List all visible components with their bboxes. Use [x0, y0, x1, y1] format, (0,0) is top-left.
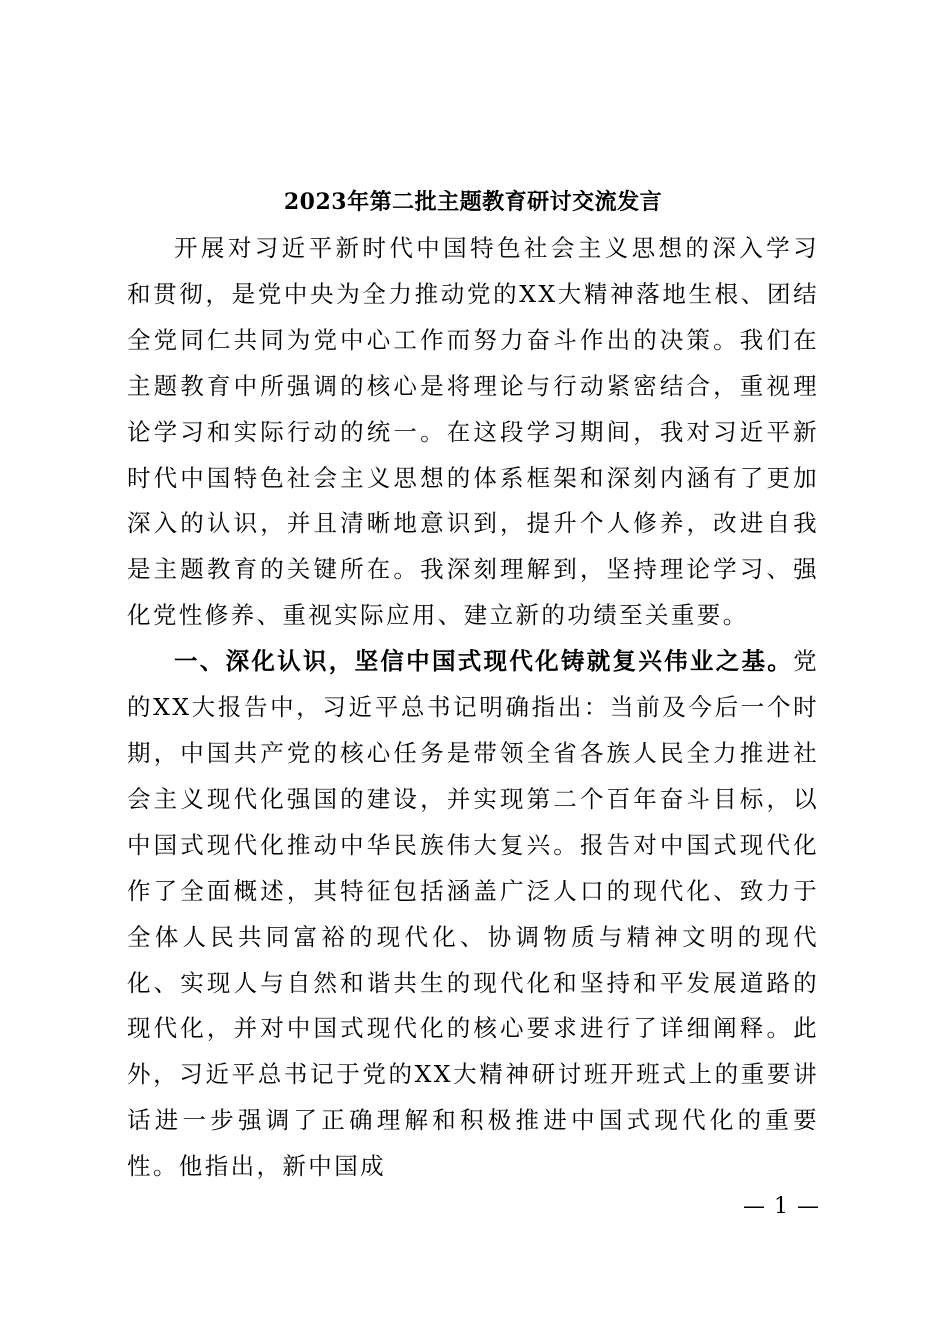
paragraph-section-one — [127, 639, 819, 1190]
section-one-text: 党的XX大报告中，习近平总书记明确指出：当前及今后一个时期，中国共产党的核心任务是带领全省各族人民全力推进社会主义现代化强国的建设，并实现第二个百年奋斗目标，以中国式现代化推动中华民族伟大复兴。报告对中国式现代化作了全面概述，其特征包括涵盖广泛人口的现代化、致力于全体人民共同富裕的现代化、协调物质与精神文明的现代化、实现人与自然和谐共生的现代化和坚持和平发展道路的现代化，并对中国式现代化的核心要求进行了详细阐释。此外，习近平总书记于党的XX大精神研讨班开班式上的重要讲话进一步强调了正确理解和积极推进中国式现代化的重要性。他指出，新中国成 — [127, 647, 819, 1181]
paragraph-intro — [127, 226, 819, 639]
page-number: — 1 — — [743, 1194, 820, 1219]
paragraph-intro-text: 开展对习近平新时代中国特色社会主义思想的深入学习和贯彻，是党中央为全力推动党的XX大精神落地生根、团结全党同仁共同为党中心工作而努力奋斗作出的决策。我们在主题教育中所强调的核心是将理论与行动紧密结合，重视理论学习和实际行动的统一。在这段学习期间，我对习近平新时代中国特色社会主义思想的体系框架和深刻内涵有了更加深入的认识，并且清晰地意识到，提升个人修养，改进自我是主题教育的关键所在。我深刻理解到，坚持理论学习、强化党性修养、重视实际应用、建立新的功绩至关重要。 — [127, 234, 819, 630]
document-title: 2023年第二批主题教育研讨交流发言 — [283, 189, 663, 215]
document-body — [127, 226, 819, 1190]
section-one-heading: 一、深化认识，坚信中国式现代化铸就复兴伟业之基。 — [174, 647, 794, 676]
